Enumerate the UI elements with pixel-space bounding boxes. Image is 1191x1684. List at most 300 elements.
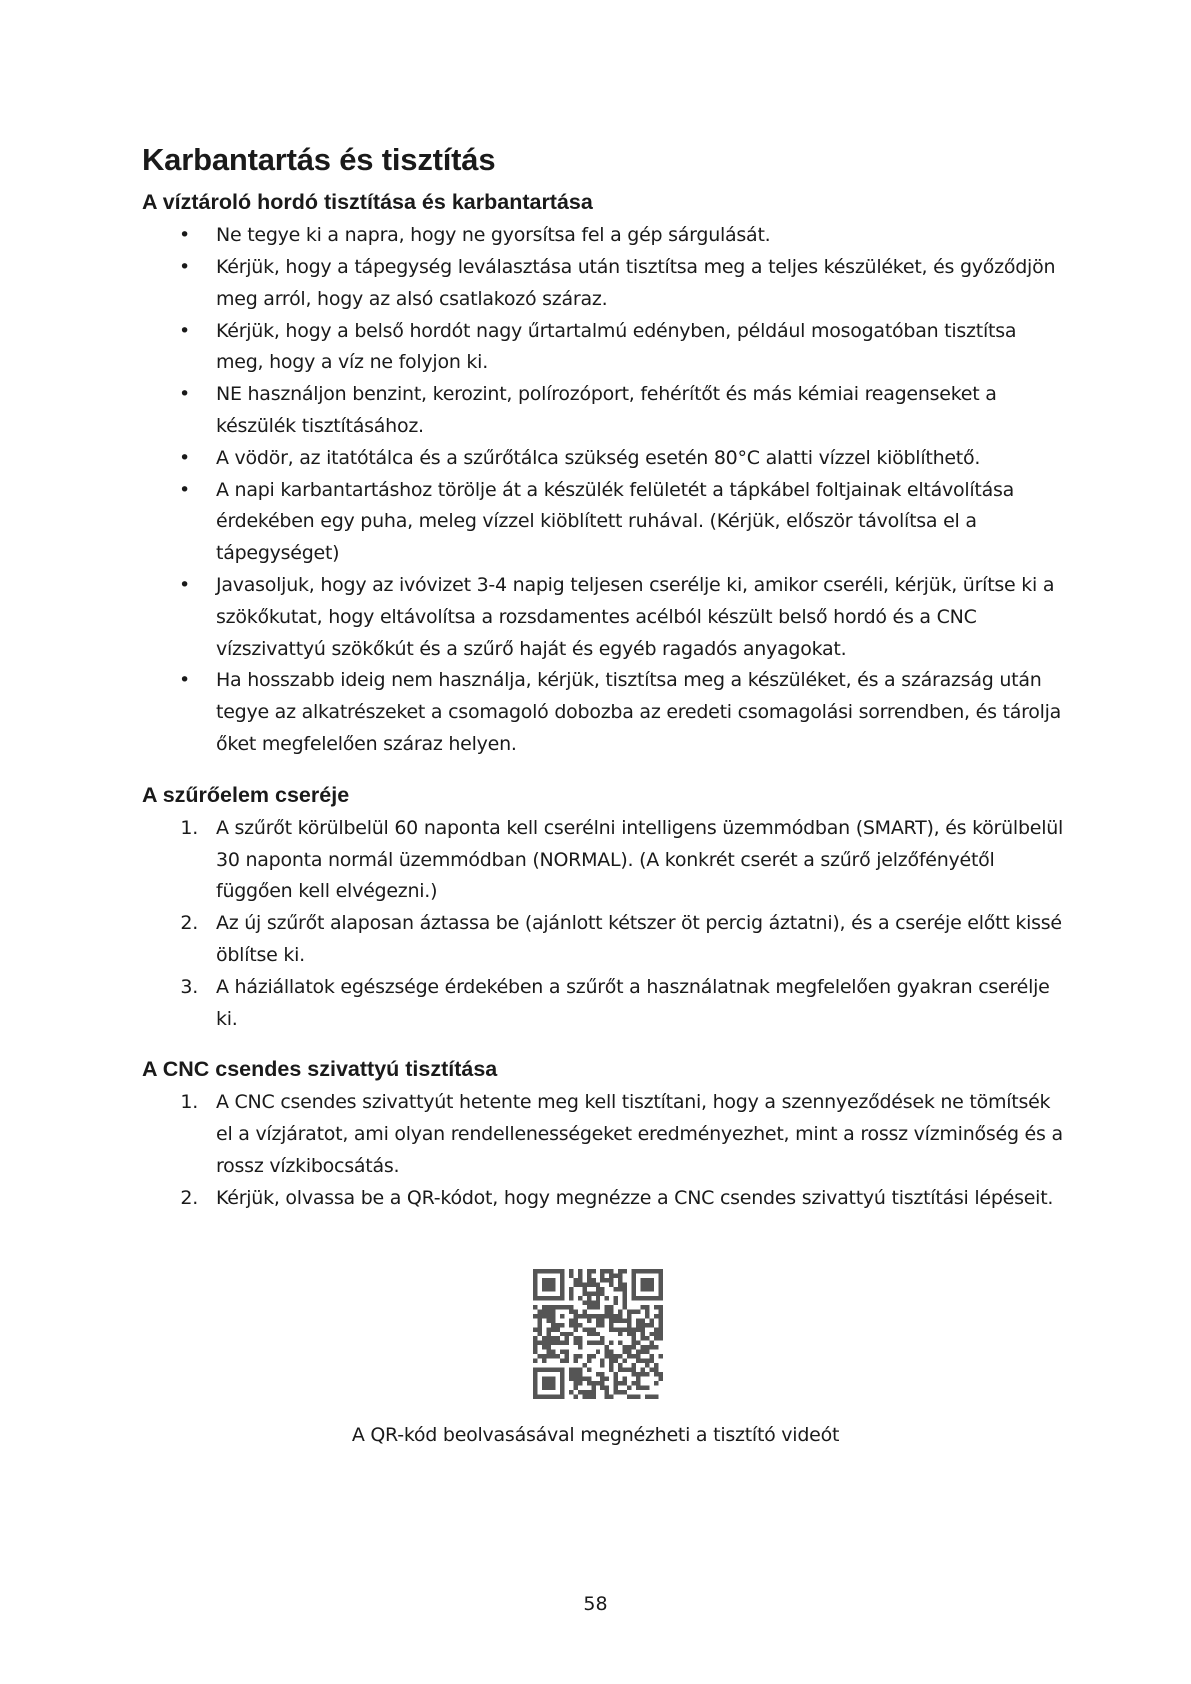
qr-module (542, 1368, 546, 1372)
qr-module (582, 1287, 586, 1291)
qr-module (645, 1305, 649, 1309)
qr-module (596, 1332, 600, 1336)
qr-module (546, 1309, 550, 1313)
qr-module (533, 1273, 537, 1277)
qr-module (614, 1327, 618, 1331)
qr-module (546, 1368, 550, 1372)
qr-module (659, 1282, 663, 1286)
list-item (142, 379, 1067, 443)
list-number: 2. (180, 1186, 198, 1209)
qr-module (659, 1278, 663, 1282)
qr-module (573, 1309, 577, 1313)
qr-module (645, 1345, 649, 1349)
qr-module (627, 1350, 631, 1354)
qr-module (614, 1359, 618, 1363)
qr-module (659, 1372, 663, 1376)
qr-module (609, 1327, 613, 1331)
qr-module (614, 1287, 618, 1291)
qr-module (542, 1309, 546, 1313)
qr-module (609, 1363, 613, 1367)
qr-module (641, 1318, 645, 1322)
qr-module (537, 1327, 541, 1331)
qr-module (600, 1278, 604, 1282)
qr-module (650, 1395, 654, 1399)
qr-module (560, 1359, 564, 1363)
qr-module (618, 1390, 622, 1394)
qr-module (641, 1323, 645, 1327)
qr-module (641, 1368, 645, 1372)
qr-module (609, 1305, 613, 1309)
qr-module (564, 1354, 568, 1358)
list-item-text: Kérjük, hogy a belső hordót nagy űrtartalmú edényben, például mosogatóban tisztítsa meg, hogy a víz ne folyjon ki. (216, 319, 1017, 374)
list-item (142, 252, 1067, 316)
barrel-cleaning-list (142, 220, 1067, 761)
qr-module (627, 1345, 631, 1349)
qr-module (591, 1390, 595, 1394)
qr-module (546, 1386, 550, 1390)
qr-module (582, 1395, 586, 1399)
section-heading-pump-cleaning: A CNC csendes szivattyú tisztítása (142, 1057, 498, 1082)
bullet-marker: • (179, 446, 190, 469)
qr-module (654, 1314, 658, 1318)
qr-module (605, 1350, 609, 1354)
qr-module (587, 1368, 591, 1372)
qr-module (551, 1318, 555, 1322)
qr-module (632, 1273, 636, 1277)
qr-module (636, 1386, 640, 1390)
qr-module (641, 1336, 645, 1340)
bullet-marker: • (179, 256, 190, 279)
qr-module (654, 1332, 658, 1336)
qr-module (578, 1368, 582, 1372)
qr-module (618, 1273, 622, 1277)
qr-module (582, 1309, 586, 1313)
qr-module (573, 1314, 577, 1318)
qr-module (537, 1296, 541, 1300)
qr-module (578, 1269, 582, 1273)
qr-module (587, 1341, 591, 1345)
qr-module (659, 1291, 663, 1295)
qr-module (650, 1278, 654, 1282)
qr-module (618, 1381, 622, 1385)
qr-module (582, 1314, 586, 1318)
qr-module (560, 1350, 564, 1354)
list-number: 2. (180, 912, 198, 935)
qr-module (578, 1323, 582, 1327)
qr-module (609, 1282, 613, 1286)
qr-module (533, 1282, 537, 1286)
qr-module (560, 1296, 564, 1300)
qr-module (654, 1345, 658, 1349)
qr-module (609, 1359, 613, 1363)
list-item-text: A napi karbantartáshoz törölje át a készülék felületét a tápkábel foltjainak eltávolítása érdekében egy puha, meleg vízzel kiöblített ruhával. (Kérjük, először távolítsa el a tápegységet) (216, 478, 1015, 565)
qr-module (587, 1381, 591, 1385)
qr-module (546, 1381, 550, 1385)
qr-module (560, 1273, 564, 1277)
qr-module (618, 1309, 622, 1313)
qr-module (533, 1287, 537, 1291)
qr-module (632, 1282, 636, 1286)
qr-module (542, 1354, 546, 1358)
qr-module (623, 1318, 627, 1322)
qr-module (533, 1278, 537, 1282)
qr-module (533, 1314, 537, 1318)
qr-module (605, 1309, 609, 1313)
qr-module (560, 1323, 564, 1327)
qr-module (609, 1318, 613, 1322)
qr-module (560, 1341, 564, 1345)
qr-module (578, 1336, 582, 1340)
list-item-text: NE használjon benzint, kerozint, polírozóport, fehérítőt és más kémiai reagenseket a készülék tisztításához. (216, 383, 997, 438)
qr-module (582, 1291, 586, 1295)
qr-module (578, 1341, 582, 1345)
qr-module (569, 1332, 573, 1336)
qr-module (591, 1332, 595, 1336)
qr-module (650, 1341, 654, 1345)
qr-module (551, 1314, 555, 1318)
qr-module (587, 1282, 591, 1286)
qr-module (560, 1305, 564, 1309)
qr-module (587, 1377, 591, 1381)
qr-module (618, 1363, 622, 1367)
qr-module (569, 1372, 573, 1376)
qr-module (582, 1377, 586, 1381)
list-item (142, 220, 1067, 252)
qr-module (555, 1341, 559, 1345)
qr-module (573, 1386, 577, 1390)
qr-module (659, 1287, 663, 1291)
qr-module (636, 1296, 640, 1300)
qr-module (542, 1341, 546, 1345)
qr-module (591, 1381, 595, 1385)
qr-module (569, 1377, 573, 1381)
qr-module (623, 1390, 627, 1394)
qr-module (578, 1377, 582, 1381)
qr-module (573, 1377, 577, 1381)
qr-code-image (533, 1269, 663, 1399)
qr-module (533, 1327, 537, 1331)
qr-module (573, 1323, 577, 1327)
list-number: 1. (180, 816, 198, 839)
bullet-marker: • (179, 669, 190, 692)
qr-module (564, 1350, 568, 1354)
qr-module (587, 1395, 591, 1399)
qr-module (623, 1377, 627, 1381)
qr-module (533, 1345, 537, 1349)
qr-module (537, 1354, 541, 1358)
qr-module (578, 1282, 582, 1286)
section-heading-filter-replacement: A szűrőelem cseréje (142, 782, 350, 807)
qr-module (659, 1327, 663, 1331)
qr-module (609, 1368, 613, 1372)
qr-module (578, 1273, 582, 1277)
qr-module (600, 1336, 604, 1340)
qr-module (569, 1287, 573, 1291)
qr-module (623, 1327, 627, 1331)
qr-module (542, 1287, 546, 1291)
qr-module (659, 1336, 663, 1340)
qr-module (641, 1350, 645, 1354)
qr-module (533, 1341, 537, 1345)
list-item-text: Javasoljuk, hogy az ivóvizet 3-4 napig teljesen cserélje ki, amikor cseréli, kérjük, ürítse ki a szökőkutat, hogy eltávolítsa a rozsdamentes acélból készült belső hordó és a CNC vízszivattyú szökőkút és a szűrő haját és egyéb ragadós anyagokat. (216, 574, 1055, 660)
qr-module (546, 1332, 550, 1336)
qr-module (542, 1296, 546, 1300)
qr-module (627, 1386, 631, 1390)
qr-module (596, 1341, 600, 1345)
qr-module (618, 1269, 622, 1273)
qr-module (533, 1386, 537, 1390)
list-item (142, 665, 1067, 760)
qr-module (564, 1305, 568, 1309)
qr-module (627, 1395, 631, 1399)
qr-module (605, 1377, 609, 1381)
list-item-text: A vödör, az itatótálca és a szűrőtálca szükség esetén 80°C alatti vízzel kiöblíthető. (216, 446, 981, 469)
qr-module (591, 1300, 595, 1304)
qr-module (537, 1318, 541, 1322)
qr-module (618, 1278, 622, 1282)
qr-module (618, 1314, 622, 1318)
qr-module (582, 1390, 586, 1394)
qr-module (591, 1386, 595, 1390)
qr-module (645, 1309, 649, 1313)
qr-module (627, 1332, 631, 1336)
qr-module (537, 1309, 541, 1313)
qr-module (641, 1359, 645, 1363)
qr-module (645, 1282, 649, 1286)
qr-module (654, 1305, 658, 1309)
qr-module (542, 1377, 546, 1381)
qr-code (533, 1269, 663, 1399)
qr-module (533, 1291, 537, 1295)
qr-module (564, 1359, 568, 1363)
qr-module (614, 1386, 618, 1390)
qr-module (546, 1318, 550, 1322)
qr-module (537, 1368, 541, 1372)
qr-module (573, 1278, 577, 1282)
qr-module (609, 1314, 613, 1318)
qr-module (654, 1296, 658, 1300)
qr-module (609, 1395, 613, 1399)
qr-module (591, 1314, 595, 1318)
qr-module (551, 1341, 555, 1345)
qr-module (618, 1354, 622, 1358)
qr-module (605, 1386, 609, 1390)
qr-module (614, 1318, 618, 1322)
qr-module (600, 1386, 604, 1390)
qr-module (627, 1314, 631, 1318)
qr-module (600, 1318, 604, 1322)
qr-module (654, 1381, 658, 1385)
qr-module (546, 1341, 550, 1345)
qr-module (600, 1372, 604, 1376)
list-item-text: Az új szűrőt alaposan áztassa be (ajánlott kétszer öt percig áztatni), és a cseréje előtt kissé öblítse ki. (216, 912, 1062, 967)
qr-module (596, 1314, 600, 1318)
qr-module (609, 1269, 613, 1273)
qr-module (614, 1390, 618, 1394)
qr-module (614, 1372, 618, 1376)
qr-module (560, 1287, 564, 1291)
qr-module (609, 1278, 613, 1282)
qr-module (542, 1314, 546, 1318)
qr-module (654, 1363, 658, 1367)
qr-module (546, 1269, 550, 1273)
qr-module (591, 1395, 595, 1399)
qr-module (551, 1354, 555, 1358)
qr-module (537, 1314, 541, 1318)
qr-module (591, 1278, 595, 1282)
qr-module (645, 1278, 649, 1282)
qr-module (560, 1386, 564, 1390)
qr-module (623, 1381, 627, 1385)
qr-module (659, 1309, 663, 1313)
qr-module (614, 1300, 618, 1304)
qr-module (546, 1377, 550, 1381)
qr-module (605, 1278, 609, 1282)
qr-module (560, 1368, 564, 1372)
qr-module (560, 1269, 564, 1273)
qr-module (659, 1314, 663, 1318)
qr-module (560, 1377, 564, 1381)
list-item (142, 1087, 1067, 1182)
qr-module (542, 1381, 546, 1385)
qr-module (555, 1323, 559, 1327)
qr-module (614, 1354, 618, 1358)
qr-module (600, 1341, 604, 1345)
qr-module (618, 1368, 622, 1372)
qr-module (560, 1372, 564, 1376)
qr-module (632, 1372, 636, 1376)
qr-module (609, 1323, 613, 1327)
list-item (142, 316, 1067, 380)
qr-module (618, 1341, 622, 1345)
qr-module (650, 1323, 654, 1327)
qr-module (596, 1318, 600, 1322)
qr-module (533, 1359, 537, 1363)
qr-module (627, 1323, 631, 1327)
bullet-marker: • (179, 319, 190, 342)
qr-module (587, 1390, 591, 1394)
qr-module (551, 1287, 555, 1291)
qr-module (618, 1332, 622, 1336)
qr-module (632, 1278, 636, 1282)
qr-module (650, 1332, 654, 1336)
qr-module (645, 1372, 649, 1376)
qr-module (533, 1296, 537, 1300)
qr-module (569, 1318, 573, 1322)
qr-module (618, 1282, 622, 1286)
qr-module (632, 1341, 636, 1345)
qr-module (600, 1273, 604, 1277)
qr-module (591, 1305, 595, 1309)
list-item-text: A CNC csendes szivattyút hetente meg kell tisztítani, hogy a szennyeződések ne tömítsék el a vízjáratot, ami olyan rendellenességeket eredményezhet, mint a rossz vízminőség és a rossz vízkibocsátás. (216, 1091, 1063, 1178)
qr-module (645, 1363, 649, 1367)
qr-module (533, 1305, 537, 1309)
qr-module (542, 1278, 546, 1282)
qr-module (573, 1359, 577, 1363)
qr-module (587, 1296, 591, 1300)
qr-module (587, 1278, 591, 1282)
qr-module (600, 1381, 604, 1385)
qr-module (632, 1363, 636, 1367)
qr-module (659, 1269, 663, 1273)
qr-module (587, 1273, 591, 1277)
qr-module (542, 1336, 546, 1340)
qr-module (632, 1296, 636, 1300)
qr-module (546, 1314, 550, 1318)
qr-module (546, 1287, 550, 1291)
qr-module (542, 1395, 546, 1399)
qr-module (551, 1377, 555, 1381)
qr-module (600, 1269, 604, 1273)
qr-module (605, 1269, 609, 1273)
qr-module (623, 1282, 627, 1286)
qr-module (641, 1327, 645, 1331)
list-number: 3. (180, 975, 198, 998)
qr-module (573, 1327, 577, 1331)
qr-module (551, 1368, 555, 1372)
qr-module (596, 1305, 600, 1309)
qr-module (533, 1377, 537, 1381)
qr-module (533, 1372, 537, 1376)
qr-module (618, 1327, 622, 1331)
page-number: 58 (583, 1593, 608, 1615)
qr-module (542, 1386, 546, 1390)
qr-module (546, 1278, 550, 1282)
list-item-text: Ha hosszabb ideig nem használja, kérjük, tisztítsa meg a készüléket, és a szárazság után tegye az alkatrészeket a csomagoló dobozba az eredeti csomagolási sorrendben, és tárolja őket megfelelően száraz helyen. (216, 669, 1062, 756)
qr-module (645, 1287, 649, 1291)
qr-module (645, 1336, 649, 1340)
qr-module (645, 1350, 649, 1354)
qr-module (533, 1395, 537, 1399)
qr-module (578, 1278, 582, 1282)
qr-module (551, 1269, 555, 1273)
qr-module (560, 1282, 564, 1286)
section-heading-barrel-cleaning: A víztároló hordó tisztítása és karbantartása (142, 190, 593, 215)
qr-module (600, 1291, 604, 1295)
qr-module (605, 1296, 609, 1300)
qr-module (636, 1359, 640, 1363)
qr-module (600, 1377, 604, 1381)
qr-module (587, 1305, 591, 1309)
qr-module (609, 1273, 613, 1277)
qr-module (591, 1354, 595, 1358)
qr-module (560, 1314, 564, 1318)
qr-module (587, 1269, 591, 1273)
qr-module (569, 1296, 573, 1300)
list-item (142, 1183, 1067, 1215)
list-item (142, 475, 1067, 570)
qr-module (627, 1327, 631, 1331)
qr-module (650, 1359, 654, 1363)
qr-module (609, 1309, 613, 1313)
qr-module (632, 1345, 636, 1349)
qr-module (596, 1372, 600, 1376)
qr-module (650, 1368, 654, 1372)
qr-module (609, 1350, 613, 1354)
qr-module (533, 1350, 537, 1354)
qr-module (636, 1318, 640, 1322)
qr-module (654, 1395, 658, 1399)
qr-caption: A QR-kód beolvasásával megnézheti a tisztító videót (351, 1424, 840, 1446)
qr-module (618, 1318, 622, 1322)
qr-module (623, 1345, 627, 1349)
qr-module (636, 1395, 640, 1399)
qr-module (555, 1395, 559, 1399)
qr-module (659, 1318, 663, 1322)
qr-module (623, 1291, 627, 1295)
qr-module (555, 1327, 559, 1331)
qr-module (636, 1372, 640, 1376)
